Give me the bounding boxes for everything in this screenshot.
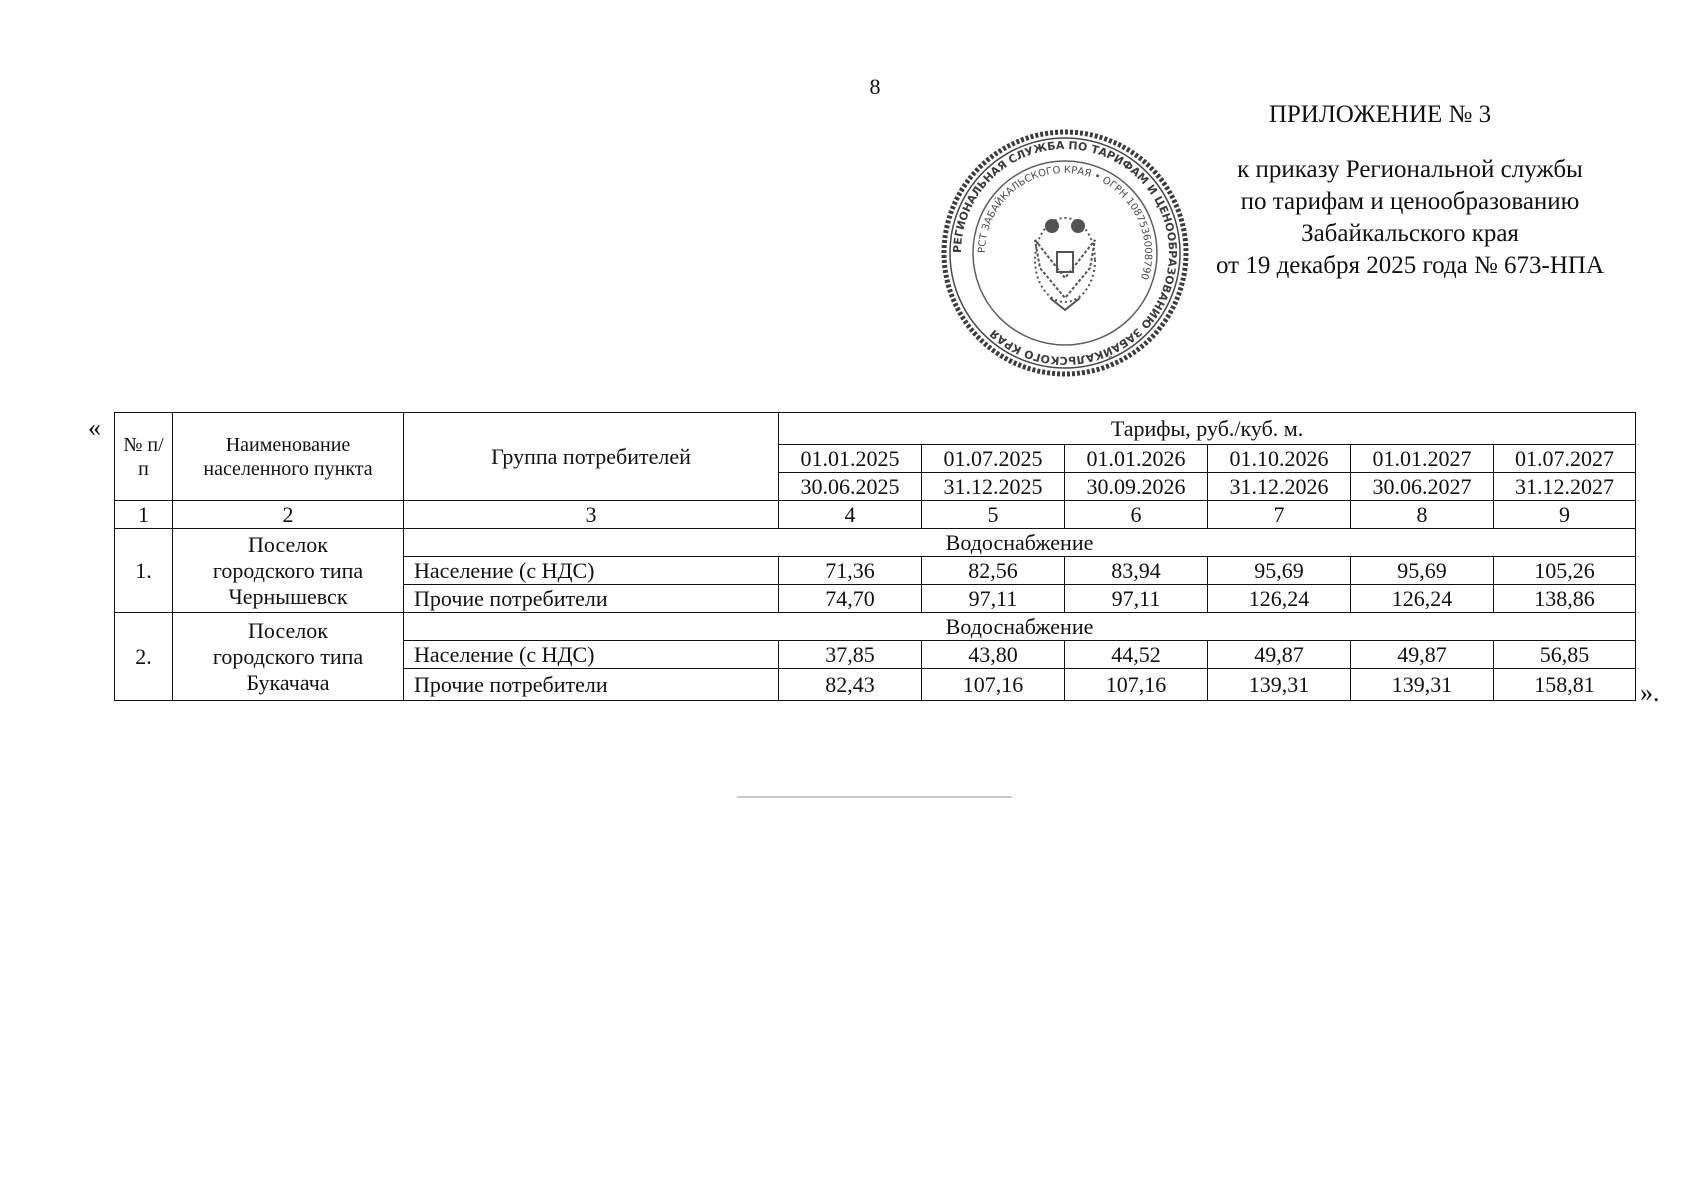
appendix-reference xyxy=(1175,154,1645,282)
column-number: 3 xyxy=(404,501,779,529)
consumer-group: Население (с НДС) xyxy=(404,641,779,669)
column-number: 2 xyxy=(173,501,404,529)
page-number: 8 xyxy=(869,74,881,99)
svg-text:РСТ ЗАБАЙКАЛЬСКОГО КРАЯ • ОГРН xyxy=(977,165,1153,281)
appendix-line: Забайкальского края xyxy=(1301,220,1519,247)
appendix-line: по тарифам и ценообразованию xyxy=(1240,188,1580,215)
period-start: 01.01.2025 xyxy=(779,445,922,473)
tariff-value: 74,70 xyxy=(779,585,922,613)
official-seal-stamp xyxy=(940,128,1190,378)
closing-quote: ». xyxy=(1640,678,1660,707)
settlement-name-line: Чернышевск xyxy=(228,583,348,609)
consumer-group: Прочие потребители xyxy=(404,669,779,701)
tariff-value: 97,11 xyxy=(1065,585,1208,613)
tariff-value: 107,16 xyxy=(922,669,1065,701)
period-start: 01.07.2027 xyxy=(1494,445,1636,473)
period-start: 01.10.2026 xyxy=(1208,445,1351,473)
section-service-row xyxy=(115,529,1636,557)
column-numbers-row xyxy=(115,501,1636,529)
column-number: 8 xyxy=(1351,501,1494,529)
tariff-value: 126,24 xyxy=(1351,585,1494,613)
column-number: 4 xyxy=(779,501,922,529)
table-header-row xyxy=(115,413,1636,445)
settlement-name xyxy=(173,529,404,613)
tariff-value: 97,11 xyxy=(922,585,1065,613)
tariff-value: 71,36 xyxy=(779,557,922,585)
appendix-line: к приказу Региональной службы xyxy=(1237,156,1583,183)
emblem-icon xyxy=(1035,218,1095,310)
opening-quote: « xyxy=(88,413,101,442)
period-end: 31.12.2026 xyxy=(1208,473,1351,501)
service-name: Водоснабжение xyxy=(404,529,1636,557)
tariff-value: 158,81 xyxy=(1494,669,1636,701)
tariff-value: 139,31 xyxy=(1208,669,1351,701)
settlement-name-line: Букачача xyxy=(246,669,330,695)
tariff-value: 82,56 xyxy=(922,557,1065,585)
seal-inner-text: РСТ ЗАБАЙКАЛЬСКОГО КРАЯ • ОГРН 1087536008790 xyxy=(976,164,1154,281)
period-start: 01.01.2027 xyxy=(1351,445,1494,473)
settlement-name-line: Поселок xyxy=(248,531,328,557)
tariff-value: 95,69 xyxy=(1351,557,1494,585)
end-divider xyxy=(737,796,1012,798)
tariff-value: 83,94 xyxy=(1065,557,1208,585)
tariff-value: 44,52 xyxy=(1065,641,1208,669)
settlement-name-line: городского типа xyxy=(212,557,364,583)
column-number: 9 xyxy=(1494,501,1636,529)
settlement-name-line: Поселок xyxy=(248,617,328,643)
tariff-value: 56,85 xyxy=(1494,641,1636,669)
tariff-value: 37,85 xyxy=(779,641,922,669)
seal-outer-text: РЕГИОНАЛЬНАЯ СЛУЖБА ПО ТАРИФАМ И ЦЕНООБРАЗОВАНИЮ ЗАБАЙКАЛЬСКОГО КРАЯ xyxy=(950,138,1180,368)
settlement-name xyxy=(173,613,404,701)
period-end: 30.09.2026 xyxy=(1065,473,1208,501)
tariff-value: 43,80 xyxy=(922,641,1065,669)
column-number: 6 xyxy=(1065,501,1208,529)
header-tariffs: Тарифы, руб./куб. м. xyxy=(779,413,1636,445)
appendix-title: ПРИЛОЖЕНИЕ № 3 xyxy=(1268,101,1492,128)
settlement-name-line: городского типа xyxy=(212,643,364,669)
tariff-value: 82,43 xyxy=(779,669,922,701)
period-end: 31.12.2027 xyxy=(1494,473,1636,501)
appendix-line: от 19 декабря 2025 года № 673-НПА xyxy=(1215,252,1605,279)
section-number: 1. xyxy=(115,529,173,613)
tariff-value: 105,26 xyxy=(1494,557,1636,585)
tariff-value: 139,31 xyxy=(1351,669,1494,701)
tariff-value: 49,87 xyxy=(1351,641,1494,669)
header-settlement: Наименование населенного пункта xyxy=(173,413,404,501)
tariff-value: 95,69 xyxy=(1208,557,1351,585)
column-number: 1 xyxy=(115,501,173,529)
section-number: 2. xyxy=(115,613,173,701)
tariff-value: 138,86 xyxy=(1494,585,1636,613)
service-name: Водоснабжение xyxy=(404,613,1636,641)
tariff-table xyxy=(114,412,1636,701)
period-end: 31.12.2025 xyxy=(922,473,1065,501)
header-num: № п/п xyxy=(115,413,173,501)
consumer-group: Прочие потребители xyxy=(404,585,779,613)
period-start: 01.01.2026 xyxy=(1065,445,1208,473)
period-end: 30.06.2025 xyxy=(779,473,922,501)
tariff-value: 107,16 xyxy=(1065,669,1208,701)
period-start: 01.07.2025 xyxy=(922,445,1065,473)
header-consumer-group: Группа потребителей xyxy=(404,413,779,501)
consumer-group: Население (с НДС) xyxy=(404,557,779,585)
period-end: 30.06.2027 xyxy=(1351,473,1494,501)
column-number: 7 xyxy=(1208,501,1351,529)
section-service-row xyxy=(115,613,1636,641)
tariff-value: 126,24 xyxy=(1208,585,1351,613)
tariff-value: 49,87 xyxy=(1208,641,1351,669)
column-number: 5 xyxy=(922,501,1065,529)
